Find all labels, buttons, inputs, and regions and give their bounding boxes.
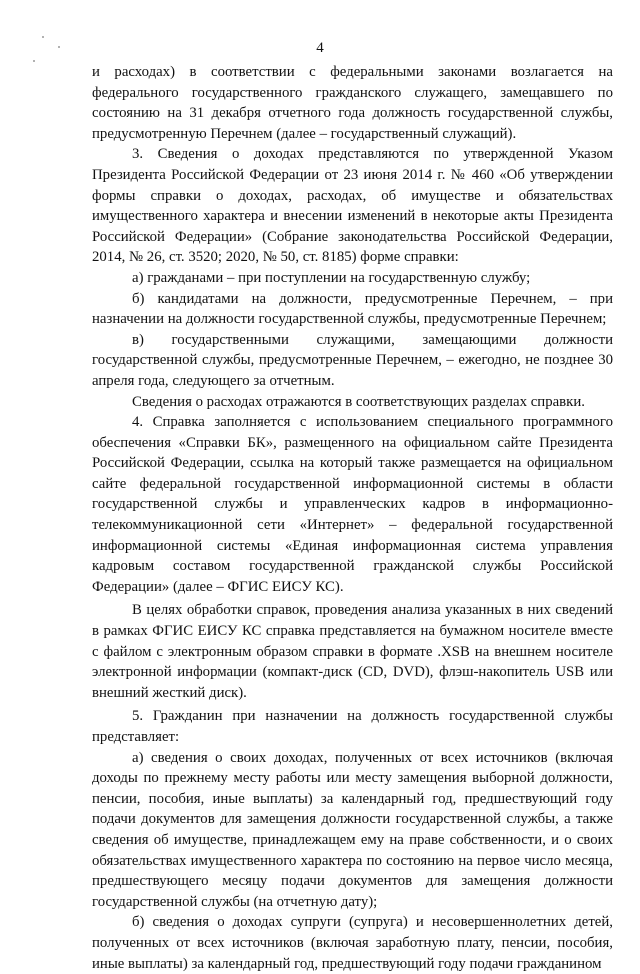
subitem-a-citizens: а) гражданами – при поступлении на государственную службу;: [132, 269, 531, 286]
paragraph-continuation: и расходах) в соответствии с федеральными законами возлагается на федерального государственного гражданского служащего, замещавшего по состоянию на 31 декабря отчетного года должность государственной службы, предусмотренную Перечнем (далее – государственный служащий).: [92, 64, 613, 142]
document-body: [92, 62, 613, 974]
paragraph-item-4: 4. Справка заполняется с использованием специального программного обеспечения «Справки БК», размещенного на официальном сайте Президента Российской Федерации, ссылка на который также размещается на официальном сайте федеральной государственной информационной системы в области государственной службы и управленческих кадров в информационно-телекоммуникационной сети «Интернет» – федеральной государственной информационной системы «Единая информационная система управления кадровым составом государственной гражданской службы Российской Федерации» (далее – ФГИС ЕИСУ КС).: [92, 414, 613, 595]
page-number: 4: [316, 40, 324, 56]
subitem-c-civil-servants: в) государственными служащими, замещающими должности государственной службы, предусмотренные Перечнем, – ежегодно, не позднее 30 апреля года, следующего за отчетным.: [92, 331, 613, 389]
paragraph-expenses-note: Сведения о расходах отражаются в соответствующих разделах справки.: [132, 393, 585, 410]
paragraph-item-3: 3. Сведения о доходах представляются по утвержденной Указом Президента Российской Федерации от 23 июня 2014 г. № 460 «Об утверждении формы справки о доходах, расходах, об имуществе и обязательствах имущественного характера и внесении изменений в некоторые акты Президента Российской Федерации» (Собрание законодательства Российской Федерации, 2014, № 26, ст. 3520; 2020, № 50, ст. 8185) форме справки:: [92, 146, 613, 266]
paragraph-item-5: 5. Гражданин при назначении на должность государственной службы представляет:: [92, 708, 613, 745]
scan-speck: [42, 36, 44, 38]
subitem-b-candidates: б) кандидатами на должности, предусмотренные Перечнем, – при назначении на должности государственной службы, предусмотренные Перечнем;: [92, 290, 613, 328]
paragraph-electronic-copy: В целях обработки справок, проведения анализа указанных в них сведений в рамках ФГИС ЕИСУ КС справка представляется на бумажном носителе вместе с файлом с электронным образом справки в формате .XSB на внешнем носителе электронной информации (компакт-диск (CD, DVD), флэш-накопитель USB или внешний жесткий диск).: [92, 602, 613, 701]
subitem-b-family-income: б) сведения о доходах супруги (супруга) и несовершеннолетних детей, полученных от всех источников (включая заработную плату, пенсии, пособия, иные выплаты) за календарный год, предшествующий году подачи гражданином: [92, 914, 613, 972]
scan-speck: [33, 60, 35, 62]
subitem-a-own-income: а) сведения о своих доходах, полученных от всех источников (включая доходы по прежнему месту работы или месту замещения выборной должности, пенсии, пособия, иные выплаты) за календарный год, предшествующий году подачи документов для замещения должности государственной службы, а также сведения об имуществе, принадлежащем ему на праве собственности, и о своих обязательствах имущественного характера по состоянию на первое число месяца, предшествующего месяцу подачи документов для замещения должности государственной службы (на отчетную дату);: [92, 749, 613, 910]
